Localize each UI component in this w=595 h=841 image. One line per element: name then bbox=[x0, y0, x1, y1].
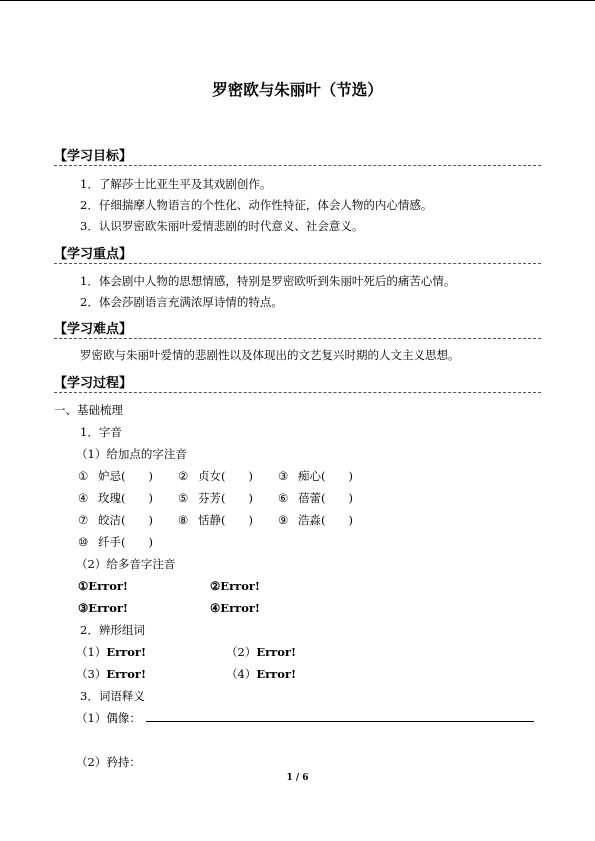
section-heading-process: 【学习过程】 bbox=[54, 376, 133, 391]
goal-item-1: 1．了解莎士比亚生平及其戏剧创作。 bbox=[80, 177, 272, 191]
item-word: 玫瑰( ) bbox=[98, 491, 153, 505]
pinyin-item bbox=[78, 468, 153, 484]
item-number: ③ bbox=[278, 469, 289, 483]
definition-idol-label: （1）偶像： bbox=[76, 711, 141, 725]
key-point-item-2: 2．体会莎剧语言充满浓厚诗情的特点。 bbox=[80, 295, 283, 309]
item-number: ⑩ bbox=[78, 535, 89, 549]
page-number: 1 / 6 bbox=[286, 773, 309, 783]
pinyin-item bbox=[178, 490, 253, 506]
section-divider bbox=[54, 263, 541, 264]
item-word: 浩淼( ) bbox=[298, 513, 353, 527]
section-heading-difficulties: 【学习难点】 bbox=[54, 322, 133, 337]
key-point-item-1: 1．体会剧中人物的思想情感，特别是罗密欧听到朱丽叶死后的痛苦心情。 bbox=[80, 274, 456, 288]
subsection-shape-words: 2．辨形组词 bbox=[80, 623, 145, 637]
item-number: ⑨ bbox=[278, 513, 289, 527]
subsection-word-meaning: 3．词语释义 bbox=[80, 689, 145, 703]
shape-word-item-4: （4）Error! bbox=[226, 667, 296, 681]
polyphonic-item-1: ①Error! bbox=[78, 579, 128, 593]
item-word: 蓓蕾( ) bbox=[298, 491, 353, 505]
page-title: 罗密欧与朱丽叶（节选） bbox=[212, 80, 383, 99]
goal-item-2: 2．仔细揣摩人物语言的个性化、动作性特征，体会人物的内心情感。 bbox=[80, 198, 433, 212]
pinyin-item bbox=[278, 468, 353, 484]
pinyin-item bbox=[78, 512, 153, 528]
item-word: 妒忌( ) bbox=[98, 469, 153, 483]
pinyin-item bbox=[278, 512, 353, 528]
section-divider bbox=[54, 392, 541, 393]
pinyin-item bbox=[178, 512, 253, 528]
item-number: ⑥ bbox=[278, 491, 289, 505]
definition-reserved-label: （2）矜持： bbox=[76, 755, 141, 769]
section-heading-goals: 【学习目标】 bbox=[54, 149, 133, 164]
item-word: 芬芳( ) bbox=[198, 491, 253, 505]
item-number: ① bbox=[78, 469, 89, 483]
item-word: 贞女( ) bbox=[198, 469, 253, 483]
question-polyphonic: （2）给多音字注音 bbox=[76, 557, 176, 571]
page-top-border bbox=[0, 0, 595, 1]
pinyin-item bbox=[78, 534, 153, 550]
section-divider bbox=[54, 165, 541, 166]
item-number: ② bbox=[178, 469, 189, 483]
item-number: ⑦ bbox=[78, 513, 89, 527]
item-number: ⑧ bbox=[178, 513, 189, 527]
section-divider bbox=[54, 338, 541, 339]
pinyin-item bbox=[278, 490, 353, 506]
item-number: ④ bbox=[78, 491, 89, 505]
definition-answer-line bbox=[146, 721, 534, 722]
question-dotted-chars: （1）给加点的字注音 bbox=[76, 447, 187, 461]
goal-item-3: 3．认识罗密欧朱丽叶爱情悲剧的时代意义、社会意义。 bbox=[80, 219, 364, 233]
shape-word-item-1: （1）Error! bbox=[76, 645, 146, 659]
shape-word-item-3: （3）Error! bbox=[76, 667, 146, 681]
section-heading-key-points: 【学习重点】 bbox=[54, 247, 133, 262]
item-word: 纤手( ) bbox=[98, 535, 153, 549]
part-basic-review: 一、基础梳理 bbox=[54, 403, 123, 417]
pinyin-item bbox=[78, 490, 153, 506]
pinyin-item bbox=[178, 468, 253, 484]
item-word: 皎洁( ) bbox=[98, 513, 153, 527]
subsection-pronunciation: 1．字音 bbox=[80, 425, 122, 439]
shape-word-item-2: （2）Error! bbox=[226, 645, 296, 659]
item-word: 痴心( ) bbox=[298, 469, 353, 483]
polyphonic-item-3: ③Error! bbox=[78, 601, 128, 615]
polyphonic-item-2: ②Error! bbox=[210, 579, 260, 593]
item-word: 恬静( ) bbox=[198, 513, 253, 527]
difficulty-text: 罗密欧与朱丽叶爱情的悲剧性以及体现出的文艺复兴时期的人文主义思想。 bbox=[80, 348, 460, 362]
polyphonic-item-4: ④Error! bbox=[210, 601, 260, 615]
item-number: ⑤ bbox=[178, 491, 189, 505]
